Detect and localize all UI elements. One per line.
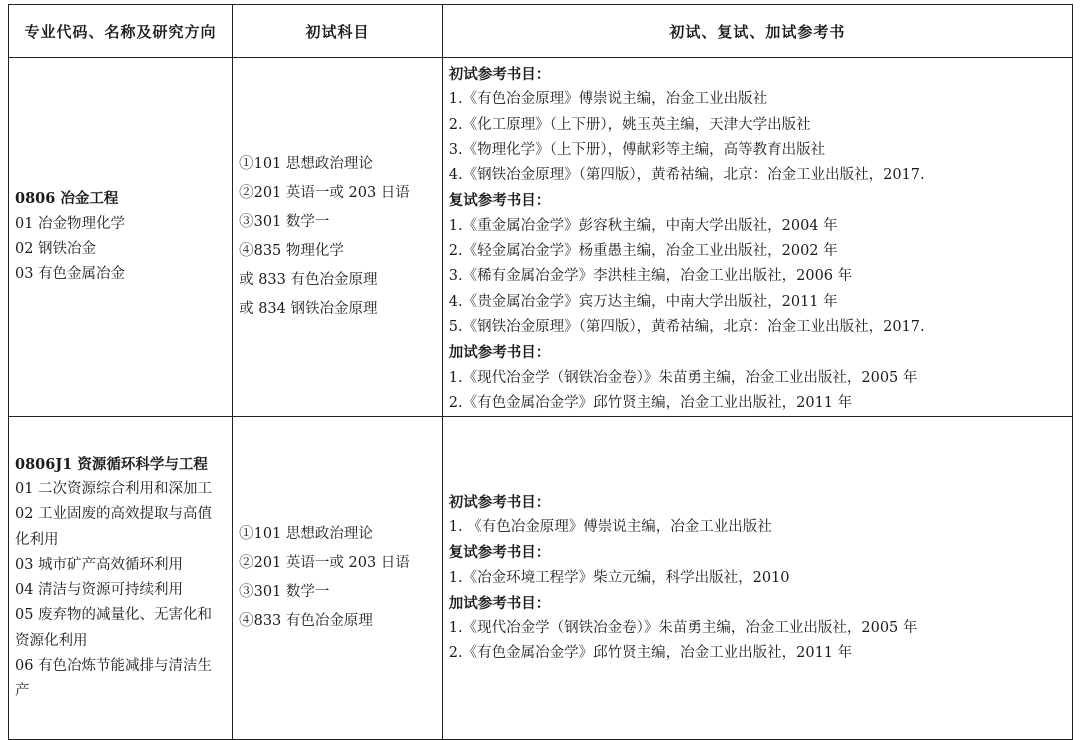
reference-item: 1. 《有色冶金原理》傅崇说主编，冶金工业出版社 bbox=[448, 518, 772, 535]
initial-refs-title: 初试参考书目： bbox=[448, 66, 551, 83]
subject-item: ①101 思想政治理论 bbox=[239, 156, 373, 173]
reference-item: 3.《物理化学》（上下册），傅献彩等主编，高等教育出版社 bbox=[448, 141, 826, 158]
reference-item: 5.《钢铁冶金原理》（第四版），黄希祜编，北京：冶金工业出版社，2017. bbox=[448, 318, 925, 335]
table-row bbox=[9, 58, 1073, 417]
reference-item: 1.《冶金环境工程学》柴立元编，科学出版社，2010 bbox=[448, 569, 790, 586]
header-references: 初试、复试、加试参考书 bbox=[442, 5, 1072, 58]
direction-item: 01 二次资源综合利用和深加工 bbox=[15, 480, 213, 497]
reference-item: 2.《化工原理》（上下册），姚玉英主编，天津大学出版社 bbox=[448, 116, 811, 133]
subjects-cell bbox=[233, 58, 443, 417]
subject-item: ③301 数学一 bbox=[239, 584, 330, 601]
document-page bbox=[8, 4, 1073, 740]
reference-item: 1.《现代冶金学（钢铁冶金卷）》朱苗勇主编，冶金工业出版社，2005 年 bbox=[448, 369, 918, 386]
header-major: 专业代码、名称及研究方向 bbox=[9, 5, 233, 58]
reference-item: 4.《贵金属冶金学》宾万达主编，中南大学出版社，2011 年 bbox=[448, 293, 838, 310]
extra-refs-title: 加试参考书目： bbox=[448, 594, 551, 612]
subject-item: ③301 数学一 bbox=[239, 214, 330, 231]
subject-item: 或 834 钢铁冶金原理 bbox=[239, 301, 378, 318]
table-row bbox=[9, 417, 1073, 740]
reference-item: 2.《轻金属冶金学》杨重愚主编，冶金工业出版社，2002 年 bbox=[448, 243, 838, 260]
major-cell bbox=[9, 417, 233, 740]
reference-item: 1.《重金属冶金学》彭容秋主编，中南大学出版社，2004 年 bbox=[448, 217, 838, 234]
subject-item: ④835 物理化学 bbox=[239, 243, 344, 260]
subject-item: ②201 英语一或 203 日语 bbox=[239, 555, 410, 572]
direction-item: 05 废弃物的减量化、无害化和资源化利用 bbox=[15, 607, 213, 649]
major-cell bbox=[9, 58, 233, 417]
subject-item: ①101 思想政治理论 bbox=[239, 526, 373, 543]
initial-refs-title: 初试参考书目： bbox=[448, 493, 551, 511]
direction-item: 02 钢铁冶金 bbox=[15, 241, 97, 258]
subject-item: 或 833 有色冶金原理 bbox=[239, 272, 378, 289]
header-subjects: 初试科目 bbox=[233, 5, 443, 58]
direction-item: 03 有色金属冶金 bbox=[15, 266, 126, 283]
reference-item: 2.《有色金属冶金学》邱竹贤主编，冶金工业出版社，2011 年 bbox=[448, 645, 853, 662]
reference-item: 2.《有色金属冶金学》邱竹贤主编，冶金工业出版社，2011 年 bbox=[448, 394, 853, 411]
extra-refs-title: 加试参考书目： bbox=[448, 344, 551, 362]
subjects-cell bbox=[233, 417, 443, 740]
direction-item: 06 有色冶炼节能减排与清洁生产 bbox=[15, 658, 213, 700]
subject-item: ④833 有色冶金原理 bbox=[239, 613, 373, 630]
table-header-row bbox=[9, 5, 1073, 58]
subject-item: ②201 英语一或 203 日语 bbox=[239, 185, 410, 202]
reference-item: 4.《钢铁冶金原理》（第四版），黄希祜编，北京：冶金工业出版社，2017. bbox=[448, 167, 925, 184]
admission-table bbox=[8, 4, 1073, 740]
references-cell bbox=[442, 417, 1072, 740]
direction-item: 04 清洁与资源可持续利用 bbox=[15, 582, 184, 599]
direction-item: 02 工业固废的高效提取与高值化利用 bbox=[15, 506, 213, 548]
reference-item: 3.《稀有金属冶金学》李洪桂主编，冶金工业出版社，2006 年 bbox=[448, 268, 853, 285]
reference-item: 1.《有色冶金原理》傅崇说主编，冶金工业出版社 bbox=[448, 91, 768, 108]
retest-refs-title: 复试参考书目： bbox=[448, 192, 551, 210]
direction-item: 03 城市矿产高效循环利用 bbox=[15, 556, 184, 573]
references-cell bbox=[442, 58, 1072, 417]
retest-refs-title: 复试参考书目： bbox=[448, 544, 551, 562]
direction-item: 01 冶金物理化学 bbox=[15, 215, 126, 232]
reference-item: 1.《现代冶金学（钢铁冶金卷）》朱苗勇主编，冶金工业出版社，2005 年 bbox=[448, 620, 918, 637]
major-title: 0806J1 资源循环科学与工程 bbox=[15, 455, 208, 473]
major-title: 0806 冶金工程 bbox=[15, 190, 119, 208]
